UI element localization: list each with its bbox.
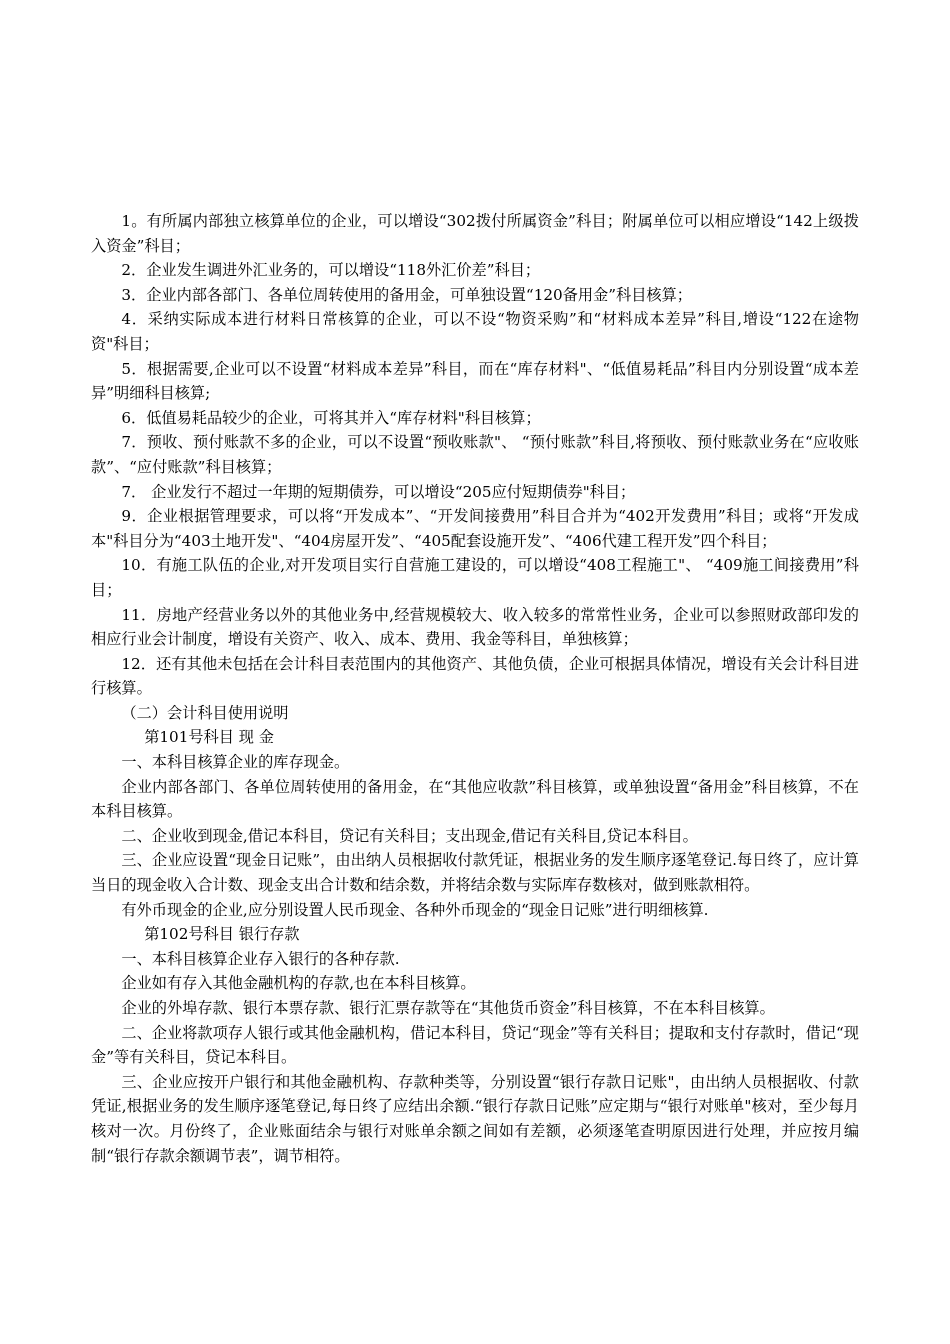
body-paragraph: 二、企业将款项存人银行或其他金融机构，借记本科目，贷记“现金”等有关科目；提取和支付存款时，借记“现金”等有关科目，贷记本科目。: [91, 1023, 859, 1067]
body-paragraph: 二、企业收到现金,借记本科目，贷记有关科目；支出现金,借记有关科目,贷记本科目。: [121, 826, 698, 845]
subject-title-102: 第102号科目 银行存款: [144, 925, 300, 944]
list-item-10: 10．有施工队伍的企业,对开发项目实行自营施工建设的，可以增设“408工程施工"、 “409施工间接费用”科目；: [91, 556, 859, 599]
section-heading: （二）会计科目使用说明: [121, 703, 289, 722]
document-page: [91, 209, 859, 1168]
list-item-9: 9．企业根据管理要求，可以将“开发成本”、“开发间接费用”科目合并为“402开发费用”科目；或将“开发成本"科目分为“403土地开发"、“404房屋开发”、“405配套设施开发”、“406代建工程开发”四个科目；: [91, 507, 859, 550]
list-item-4: 4．采纳实际成本进行材料日常核算的企业，可以不设“物资采购”和“材料成本差异”科目,增设“122在途物资"科目；: [91, 310, 859, 353]
body-paragraph: 有外币现金的企业,应分别设置人民币现金、各种外币现金的“现金日记账”进行明细核算.: [121, 900, 709, 919]
list-item-3: 3．企业内部各部门、各单位周转使用的备用金，可单独设置“120备用金”科目核算；: [121, 285, 692, 304]
body-paragraph: 企业如有存入其他金融机构的存款,也在本科目核算。: [121, 974, 476, 993]
list-item-12: 12．还有其他未包括在会计科目表范围内的其他资产、其他负债，企业可根据具体情况，增设有关会计科目进行核算。: [91, 654, 859, 698]
body-paragraph: 一、本科目核算企业的库存现金。: [121, 753, 350, 772]
list-item-8: 7． 企业发行不超过一年期的短期债券，可以增设“205应付短期债券"科目；: [121, 482, 636, 501]
list-item-5: 5．根据需要,企业可以不设置“材料成本差异”科目，而在“库存材料"、“低值易耗品”科目内分别设置“成本差异”明细科目核算;: [91, 359, 859, 403]
body-paragraph: 三、企业应设置“现金日记账”，由出纳人员根据收付款凭证，根据业务的发生顺序逐笔登记.每日终了，应计算当日的现金收入合计数、现金支出合计数和结余数，并将结余数与实际库存数核对，做到账款相符。: [91, 851, 859, 895]
list-item-2: 2．企业发生调进外汇业务的，可以增设“118外汇价差”科目；: [121, 261, 541, 280]
body-paragraph: 企业的外埠存款、银行本票存款、银行汇票存款等在“其他货币资金”科目核算，不在本科目核算。: [121, 999, 775, 1017]
body-paragraph: 三、企业应按开户银行和其他金融机构、存款种类等，分别设置“银行存款日记账"，由出纳人员根据收、付款凭证,根据业务的发生顺序逐笔登记,每日终了应结出余额.“银行存款日记账”应定期与“银行对账单"核对，至少每月核对一次。月份终了，企业账面结余与银行对账单余额之间如有差额，必须逐笔查明原因进行处理，并应按月编制“银行存款余额调节表”，调节相符。: [91, 1072, 859, 1165]
body-paragraph: 企业内部各部门、各单位周转使用的备用金，在“其他应收款”科目核算，或单独设置“备用金”科目核算，不在本科目核算。: [91, 777, 859, 821]
list-item-1: 1。有所属内部独立核算单位的企业，可以增设“302拨付所属资金”科目；附属单位可以相应增设“142上级拨入资金”科目；: [91, 212, 859, 255]
subject-title-101: 第101号科目 现 金: [144, 728, 274, 747]
list-item-11: 11．房地产经营业务以外的其他业务中,经营规模较大、收入较多的常常性业务，企业可以参照财政部印发的相应行业会计制度，增设有关资产、收入、成本、费用、我金等科目，单独核算；: [91, 605, 859, 649]
list-item-6: 6．低值易耗品较少的企业，可将其并入“库存材料"科目核算；: [121, 408, 541, 427]
list-item-7: 7．预收、预付账款不多的企业，可以不设置“预收账款"、 “预付账款”科目,将预收、预付账款业务在“应收账款”、“应付账款”科目核算；: [91, 433, 859, 476]
body-paragraph: 一、本科目核算企业存入银行的各种存款.: [121, 949, 400, 968]
